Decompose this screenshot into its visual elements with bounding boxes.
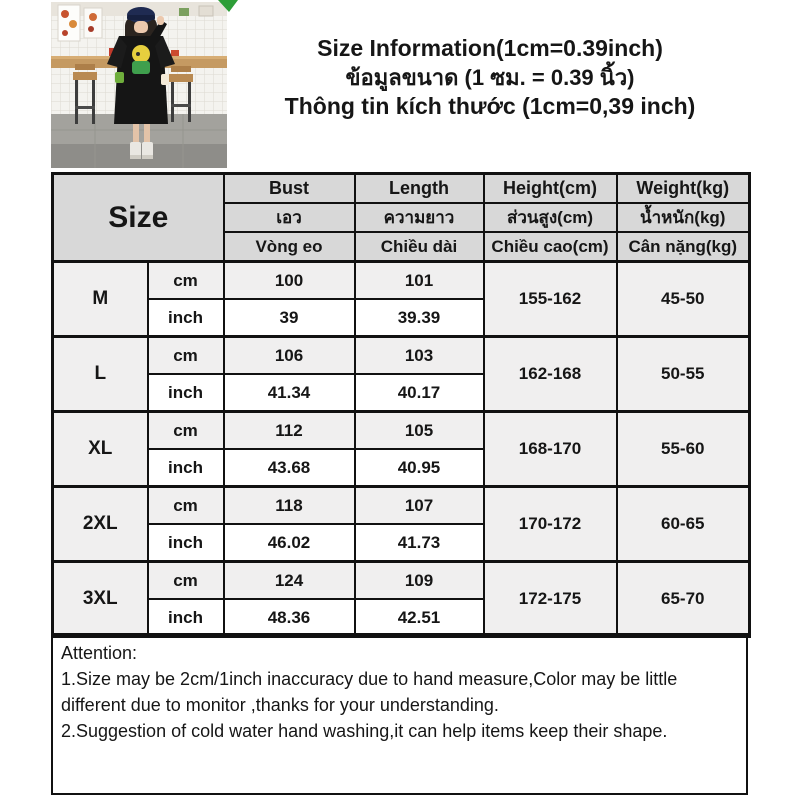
unit-cm: cm <box>148 487 224 525</box>
bust-cm-value: 100 <box>224 262 355 300</box>
length-inch-value: 40.95 <box>355 449 484 487</box>
bust-inch-value: 43.68 <box>224 449 355 487</box>
bust-cm-value: 124 <box>224 562 355 600</box>
table-row <box>53 562 750 600</box>
bust-cm-value: 112 <box>224 412 355 450</box>
col-header-length-vi: Chiều dài <box>355 232 484 262</box>
weight-range: 55-60 <box>617 412 750 487</box>
length-inch-value: 40.17 <box>355 374 484 412</box>
length-cm-value: 101 <box>355 262 484 300</box>
col-header-bust-en: Bust <box>224 174 355 204</box>
length-cm-value: 109 <box>355 562 484 600</box>
size-label-3xl: 3XL <box>53 562 148 637</box>
col-header-weight-vi: Cân nặng(kg) <box>617 232 750 262</box>
attention-box <box>51 633 748 795</box>
title-block <box>236 34 744 121</box>
size-label-2xl: 2XL <box>53 487 148 562</box>
col-header-bust-vi: Vòng eo <box>224 232 355 262</box>
col-header-height-vi: Chiều cao(cm) <box>484 232 617 262</box>
size-label-m: M <box>53 262 148 337</box>
bust-cm-value: 118 <box>224 487 355 525</box>
table-row <box>53 337 750 375</box>
table-row <box>53 262 750 300</box>
cafe-scene-illustration <box>51 2 227 168</box>
size-label-xl: XL <box>53 412 148 487</box>
product-photo <box>51 2 227 168</box>
attention-heading: Attention: <box>61 643 138 663</box>
attention-note-1: 1.Size may be 2cm/1inch inaccuracy due to hand measure,Color may be little different due to monitor ,thanks for your understanding. <box>61 669 678 715</box>
length-cm-value: 103 <box>355 337 484 375</box>
size-chart-table <box>51 172 751 638</box>
height-range: 170-172 <box>484 487 617 562</box>
col-header-length-th: ความยาว <box>355 203 484 232</box>
height-range: 172-175 <box>484 562 617 637</box>
unit-inch: inch <box>148 599 224 637</box>
unit-cm: cm <box>148 412 224 450</box>
weight-range: 50-55 <box>617 337 750 412</box>
length-inch-value: 42.51 <box>355 599 484 637</box>
length-inch-value: 41.73 <box>355 524 484 562</box>
bust-inch-value: 41.34 <box>224 374 355 412</box>
unit-inch: inch <box>148 374 224 412</box>
size-label-l: L <box>53 337 148 412</box>
unit-inch: inch <box>148 449 224 487</box>
table-row <box>53 487 750 525</box>
bust-cm-value: 106 <box>224 337 355 375</box>
bust-inch-value: 46.02 <box>224 524 355 562</box>
title-thai: ข้อมูลขนาด (1 ซม. = 0.39 นิ้ว) <box>345 65 635 90</box>
weight-range: 45-50 <box>617 262 750 337</box>
title-english: Size Information(1cm=0.39inch) <box>317 35 663 61</box>
length-inch-value: 39.39 <box>355 299 484 337</box>
attention-note-2: 2.Suggestion of cold water hand washing,it can help items keep their shape. <box>61 721 668 741</box>
unit-cm: cm <box>148 337 224 375</box>
col-header-weight-en: Weight(kg) <box>617 174 750 204</box>
height-range: 168-170 <box>484 412 617 487</box>
unit-inch: inch <box>148 299 224 337</box>
col-header-height-en: Height(cm) <box>484 174 617 204</box>
col-header-weight-th: น้ำหนัก(kg) <box>617 203 750 232</box>
col-header-height-th: ส่วนสูง(cm) <box>484 203 617 232</box>
unit-inch: inch <box>148 524 224 562</box>
weight-range: 65-70 <box>617 562 750 637</box>
bust-inch-value: 48.36 <box>224 599 355 637</box>
table-row <box>53 412 750 450</box>
bust-inch-value: 39 <box>224 299 355 337</box>
height-range: 155-162 <box>484 262 617 337</box>
unit-cm: cm <box>148 262 224 300</box>
size-corner-header: Size <box>53 174 224 262</box>
col-header-length-en: Length <box>355 174 484 204</box>
length-cm-value: 107 <box>355 487 484 525</box>
length-cm-value: 105 <box>355 412 484 450</box>
title-vietnamese: Thông tin kích thước (1cm=0,39 inch) <box>284 93 696 119</box>
height-range: 162-168 <box>484 337 617 412</box>
unit-cm: cm <box>148 562 224 600</box>
col-header-bust-th: เอว <box>224 203 355 232</box>
weight-range: 60-65 <box>617 487 750 562</box>
